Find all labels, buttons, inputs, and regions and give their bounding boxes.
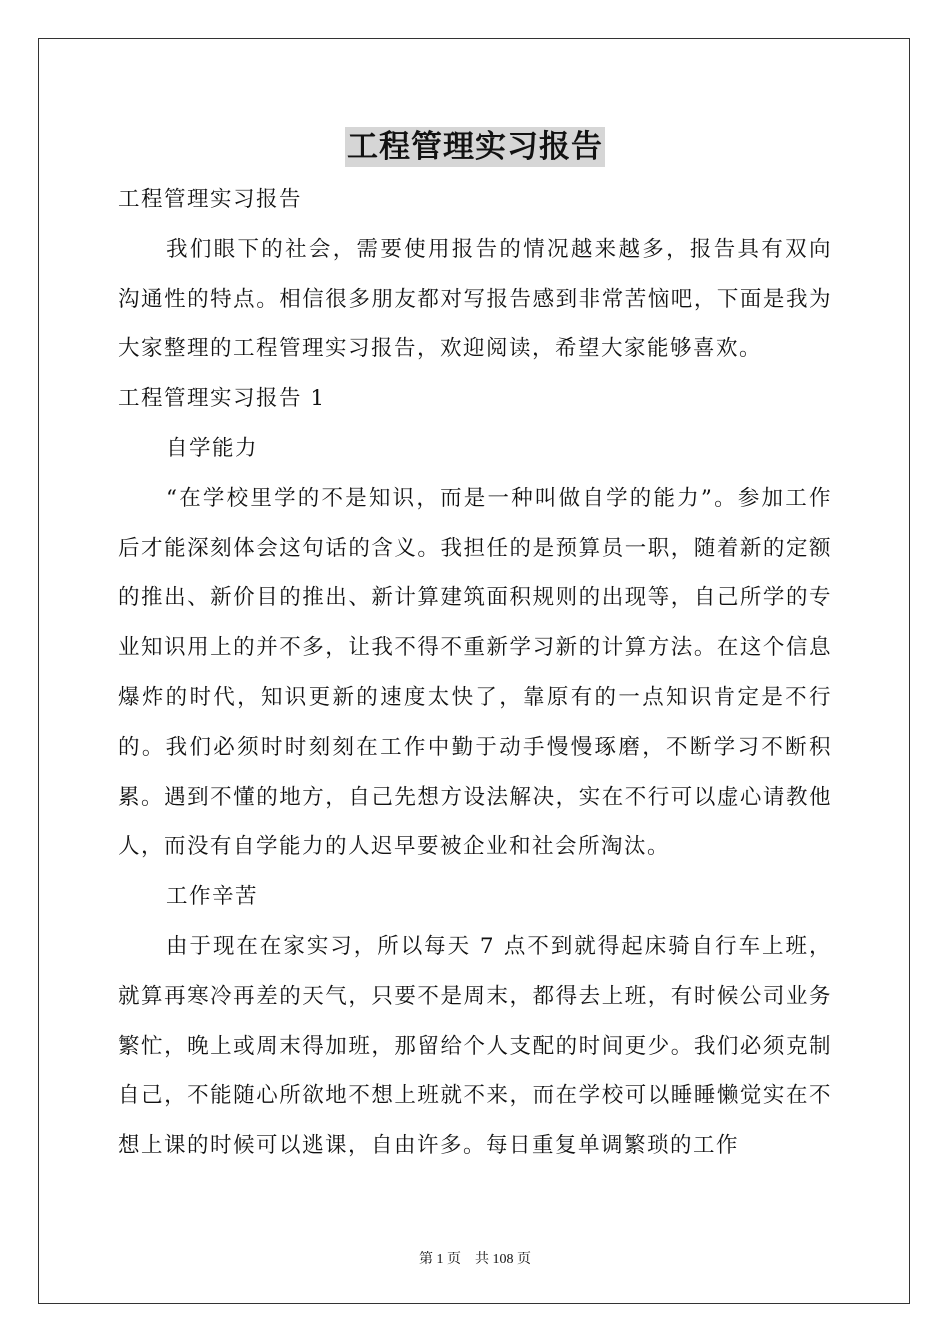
subtitle-paragraph: 工程管理实习报告 <box>118 187 303 212</box>
title-container <box>0 127 950 167</box>
page-footer: 第 1 页 共 108 页 <box>419 1252 531 1267</box>
document-title: 工程管理实习报告 <box>347 129 603 165</box>
intro-paragraph: 我们眼下的社会，需要使用报告的情况越来越多，报告具有双向沟通性的特点。相信很多朋友都对写报告感到非常苦恼吧，下面是我为大家整理的工程管理实习报告，欢迎阅读，希望大家能够喜欢。 <box>118 236 832 362</box>
subsection-heading-hard-work: 工作辛苦 <box>166 884 259 910</box>
hard-work-paragraph: 由于现在在家实习，所以每天 7 点不到就得起床骑自行车上班，就算再寒冷再差的天气，只要不是周末，都得去上班，有时候公司业务繁忙，晚上或周末得加班，那留给个人支配的时间更少。我们必须克制自己，不能随心所欲地不想上班就不来，而在学校可以睡睡懒觉实在不想上课的时候可以逃课，自由许多。每日重复单调繁琐的工作 <box>118 933 832 1159</box>
self-learning-paragraph: “在学校里学的不是知识，而是一种叫做自学的能力”。参加工作后才能深刻体会这句话的含义。我担任的是预算员一职，随着新的定额的推出、新价目的推出、新计算建筑面积规则的出现等，自己所学的专业知识用上的并不多，让我不得不重新学习新的计算方法。在这个信息爆炸的时代，知识更新的速度太快了，靠原有的一点知识肯定是不行的。我们必须时时刻刻在工作中勤于动手慢慢琢磨，不断学习不断积累。遇到不懂的地方，自己先想方设法解决，实在不行可以虚心请教他人，而没有自学能力的人迟早要被企业和社会所淘汰。 <box>118 485 832 860</box>
document-body <box>118 175 832 1171</box>
subsection-heading-self-learning: 自学能力 <box>166 435 259 461</box>
section-heading: 工程管理实习报告 1 <box>118 386 326 412</box>
